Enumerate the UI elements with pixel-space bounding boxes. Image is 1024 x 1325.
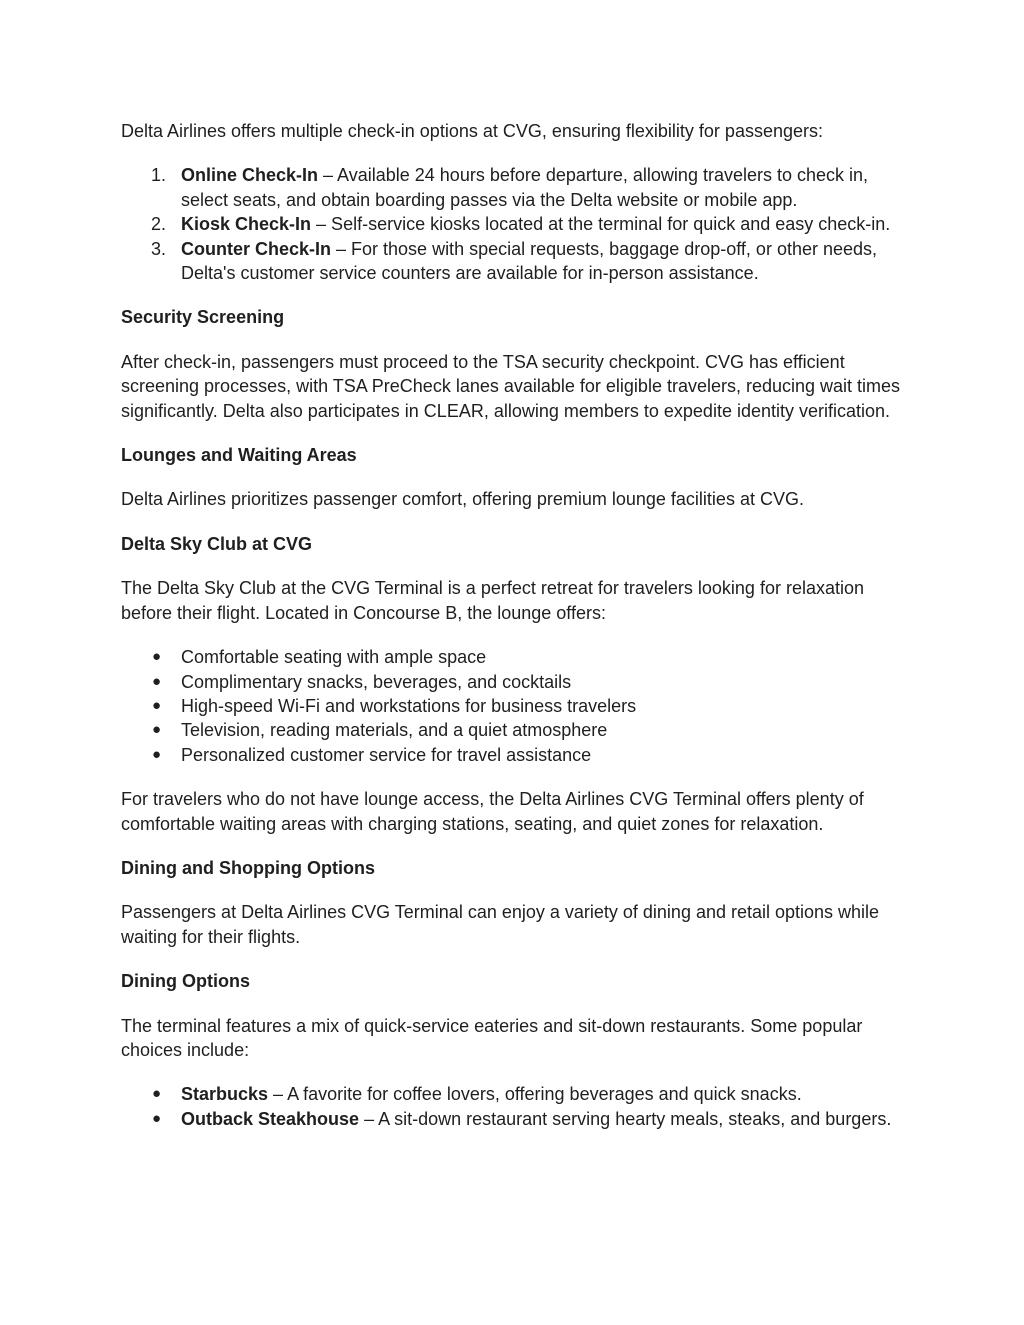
list-item-title: Kiosk Check-In <box>181 214 312 235</box>
section-heading-dining: Dining Options <box>121 971 250 992</box>
lounges-paragraph: Delta Airlines prioritizes passenger comfort, offering premium lounge facilities at CVG. <box>121 489 804 510</box>
list-item <box>121 1107 911 1131</box>
list-number: 1. <box>151 165 167 186</box>
section-heading-sky-club: Delta Sky Club at CVG <box>121 533 313 554</box>
bullet-icon: ● <box>152 721 162 739</box>
section-heading-lounges: Lounges and Waiting Areas <box>121 445 357 466</box>
list-item-title: Online Check-In <box>181 165 319 186</box>
list-number: 2. <box>151 214 167 235</box>
list-number: 3. <box>151 238 167 259</box>
dining-shopping-paragraph: Passengers at Delta Airlines CVG Terminal can enjoy a variety of dining and retail options while waiting for their flights. <box>121 902 880 947</box>
bullet-icon: ● <box>152 672 162 690</box>
list-item <box>121 694 911 718</box>
list-item-text: Comfortable seating with ample space <box>181 647 487 668</box>
sky-club-amenities-list <box>121 645 911 767</box>
list-item <box>121 163 911 212</box>
list-item-text: Personalized customer service for travel assistance <box>181 744 592 765</box>
section-heading-dining-shopping: Dining and Shopping Options <box>121 857 375 878</box>
list-item-text: Television, reading materials, and a quiet atmosphere <box>181 720 608 741</box>
list-item <box>121 645 911 669</box>
list-item <box>121 237 911 286</box>
list-item-text: – For those with special requests, baggage drop-off, or other needs, Delta's customer service counters are available for in-person assistance. <box>181 238 878 284</box>
waiting-areas-paragraph: For travelers who do not have lounge access, the Delta Airlines CVG Terminal offers plenty of comfortable waiting areas with charging stations, seating, and quiet zones for relaxation. <box>121 789 864 834</box>
checkin-options-list <box>121 163 911 285</box>
security-paragraph: After check-in, passengers must proceed to the TSA security checkpoint. CVG has efficient screening processes, with TSA PreCheck lanes available for eligible travelers, reducing wait times significantly. Delta also participates in CLEAR, allowing members to expedite identity verification. <box>121 351 901 421</box>
list-item <box>121 212 911 236</box>
list-item-text: High-speed Wi-Fi and workstations for business travelers <box>181 695 637 716</box>
document-page <box>121 119 911 1151</box>
list-item <box>121 743 911 767</box>
dining-options-list <box>121 1082 911 1131</box>
sky-club-paragraph: The Delta Sky Club at the CVG Terminal is a perfect retreat for travelers looking for relaxation before their flight. Located in Concourse B, the lounge offers: <box>121 578 864 623</box>
list-item <box>121 718 911 742</box>
list-item-text: – Self-service kiosks located at the terminal for quick and easy check-in. <box>311 214 891 235</box>
list-item <box>121 670 911 694</box>
bullet-icon: ● <box>152 648 162 666</box>
bullet-icon: ● <box>152 745 162 763</box>
bullet-icon: ● <box>152 1109 162 1127</box>
list-item-text: – A sit-down restaurant serving hearty meals, steaks, and burgers. <box>359 1108 892 1129</box>
intro-paragraph: Delta Airlines offers multiple check-in options at CVG, ensuring flexibility for passengers: <box>121 121 823 141</box>
bullet-icon: ● <box>152 1085 162 1103</box>
list-item-title: Outback Steakhouse <box>181 1108 360 1129</box>
list-item-title: Counter Check-In <box>181 238 332 259</box>
list-item-title: Starbucks <box>181 1084 269 1105</box>
bullet-icon: ● <box>152 696 162 714</box>
list-item <box>121 1082 911 1106</box>
dining-paragraph: The terminal features a mix of quick-service eateries and sit-down restaurants. Some popular choices include: <box>121 1015 863 1060</box>
list-item-text: – A favorite for coffee lovers, offering beverages and quick snacks. <box>268 1084 802 1105</box>
section-heading-security: Security Screening <box>121 307 285 328</box>
list-item-text: Complimentary snacks, beverages, and cocktails <box>181 671 572 692</box>
list-item-text: – Available 24 hours before departure, allowing travelers to check in, select seats, and obtain boarding passes via the Delta website or mobile app. <box>181 165 869 210</box>
